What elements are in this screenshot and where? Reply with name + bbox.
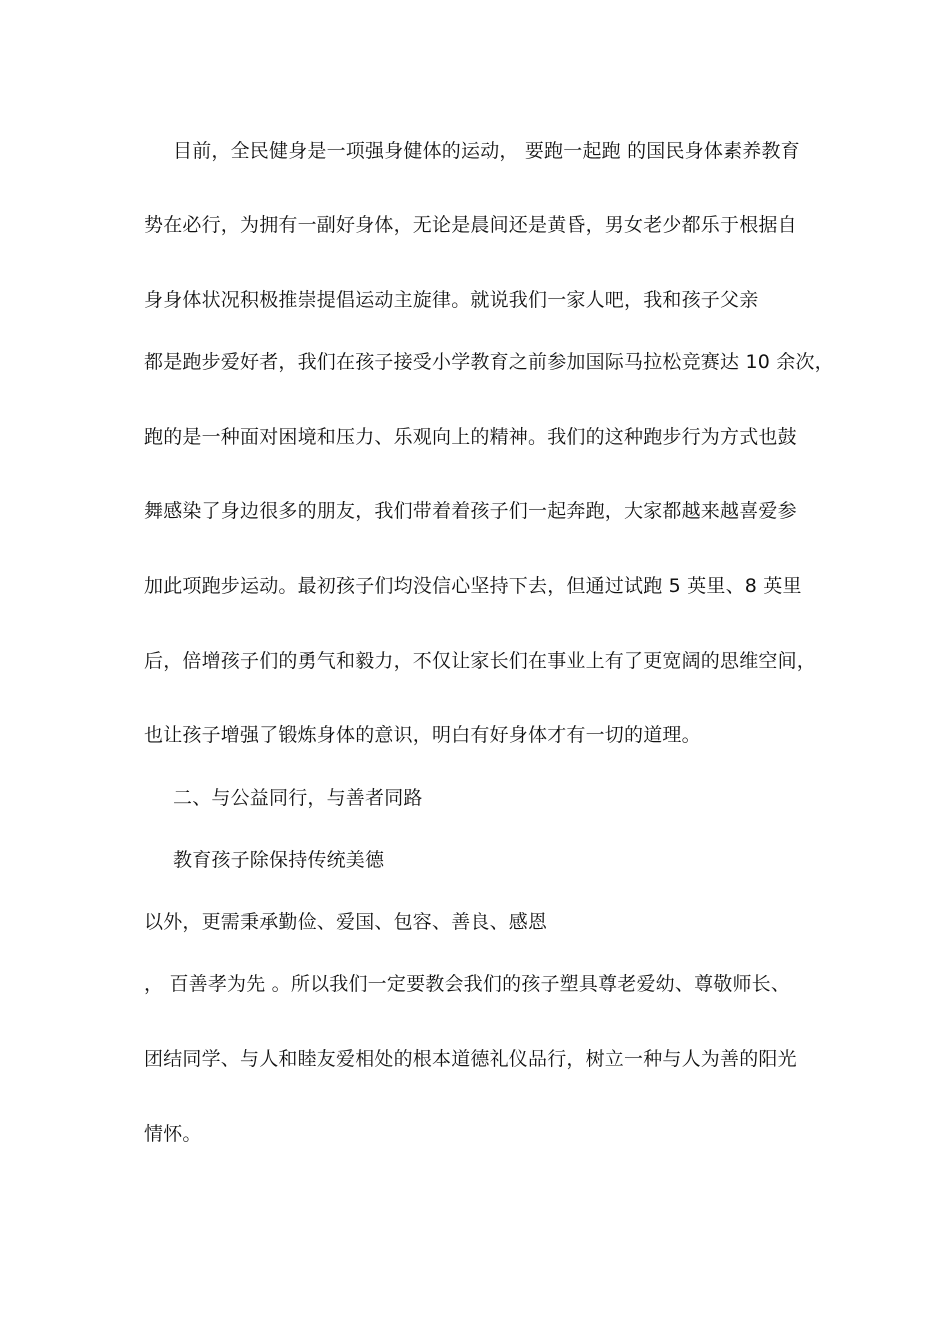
paragraph-line-13: 团结同学、与人和睦友爱相处的根本道德礼仪品行，树立一种与人为善的阳光 [144,1048,797,1070]
paragraph-line-3: 身身体状况积极推崇提倡运动主旋律。就说我们一家人吧，我和孩子父亲 [144,289,759,311]
paragraph-line-9: 也让孩子增强了锻炼身体的意识，明白有好身体才有一切的道理。 [144,724,701,746]
section-heading: 二、与公益同行，与善者同路 [173,787,423,809]
paragraph-line-6: 舞感染了身边很多的朋友，我们带着着孩子们一起奔跑，大家都越来越喜爱参 [144,500,797,522]
paragraph-line-7: 加此项跑步运动。最初孩子们均没信心坚持下去，但通过试跑 5 英里、8 英里 [144,575,802,597]
paragraph-line-4: 都是跑步爱好者，我们在孩子接受小学教育之前参加国际马拉松竞赛达 10 余次， [144,351,834,373]
paragraph-line-1: 目前，全民健身是一项强身健体的运动， 要跑一起跑 的国民身体素养教育 [173,140,800,162]
paragraph-line-12: ， 百善孝为先 。所以我们一定要教会我们的孩子塑具尊老爱幼、尊敬师长、 [144,973,791,995]
paragraph-line-11: 以外，更需秉承勤俭、爱国、包容、善良、感恩 [144,911,548,933]
paragraph-line-10: 教育孩子除保持传统美德 [173,849,385,871]
paragraph-line-5: 跑的是一种面对困境和压力、乐观向上的精神。我们的这种跑步行为方式也鼓 [144,426,797,448]
paragraph-line-8: 后，倍增孩子们的勇气和毅力，不仅让家长们在事业上有了更宽阔的思维空间， [144,650,817,672]
paragraph-line-2: 势在必行，为拥有一副好身体，无论是晨间还是黄昏，男女老少都乐于根据自 [144,214,797,236]
paragraph-line-14: 情怀。 [144,1123,202,1145]
